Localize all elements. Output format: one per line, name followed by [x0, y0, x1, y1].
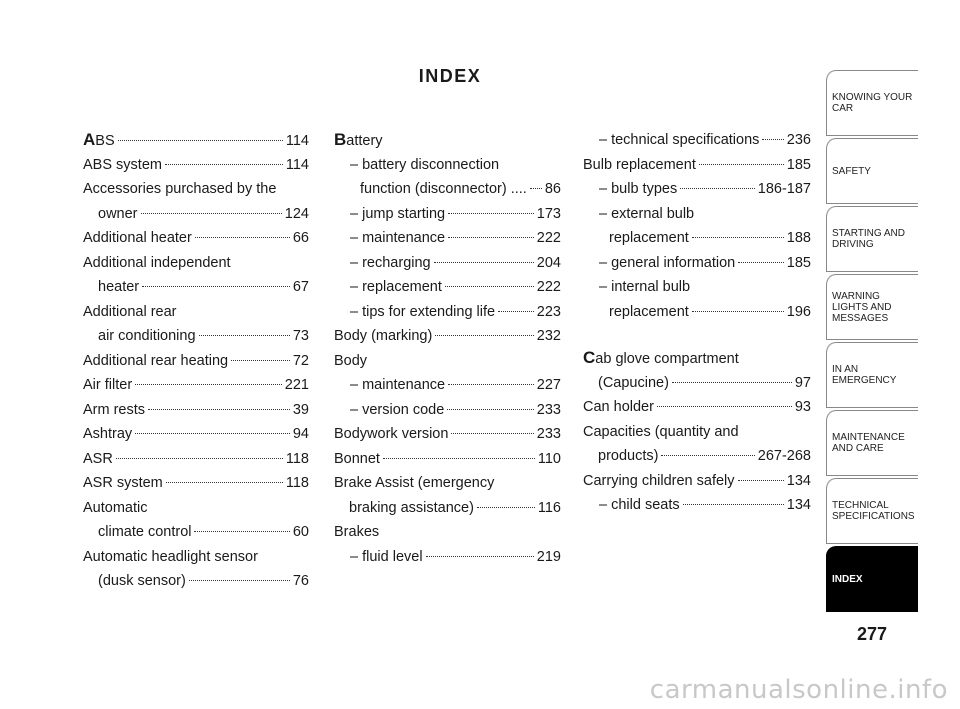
- dot-leader: [231, 360, 290, 361]
- index-entry: [83, 153, 309, 178]
- entry-page: 116: [537, 499, 561, 516]
- entry-text: heater: [98, 279, 140, 295]
- entry-text: – general information: [599, 254, 736, 271]
- entry-text: – internal bulb: [599, 279, 691, 295]
- tab-technical-specifications[interactable]: [826, 478, 918, 544]
- dot-leader: [451, 433, 533, 434]
- entry-page: 233: [536, 426, 561, 442]
- index-entry: [83, 545, 309, 570]
- page-number: 277: [856, 624, 888, 644]
- index-entry: [334, 251, 561, 276]
- entry-text: – jump starting: [350, 205, 446, 222]
- dot-leader: [738, 262, 784, 263]
- dot-leader: [118, 140, 283, 141]
- entry-page: 134: [786, 497, 811, 513]
- entry-text: Carrying children safely: [583, 472, 735, 489]
- section-tabs: [826, 70, 918, 614]
- dot-leader: [683, 504, 784, 505]
- entry-text: replacement: [609, 230, 689, 246]
- dot-leader: [530, 188, 542, 189]
- index-entry: [583, 420, 811, 445]
- dot-leader: [448, 237, 534, 238]
- index-entry: [583, 371, 811, 396]
- entry-text: – recharging: [350, 254, 431, 271]
- index-entry: [583, 395, 811, 420]
- entry-text: owner: [98, 205, 138, 222]
- index-entry: [583, 128, 811, 153]
- tab-label: KNOWING YOUR CAR: [832, 92, 913, 114]
- entry-text: Arm rests: [83, 401, 146, 418]
- entry-page: 204: [536, 254, 561, 271]
- entry-page: 221: [284, 377, 309, 393]
- index-entry: [583, 275, 811, 300]
- dot-leader: [142, 286, 290, 287]
- entry-text: air conditioning: [98, 328, 196, 344]
- index-entry: [83, 422, 309, 447]
- entry-page: 114: [285, 156, 309, 173]
- entry-text: braking assistance): [349, 499, 474, 516]
- dot-leader: [448, 384, 534, 385]
- entry-page: 236: [786, 132, 811, 148]
- index-gap: [583, 324, 811, 346]
- entry-text: function (disconnector) ....: [360, 181, 527, 197]
- index-entry: [334, 545, 561, 570]
- entry-page: 73: [292, 328, 309, 344]
- entry-text: – fluid level: [350, 548, 423, 565]
- entry-text: Brakes: [334, 524, 380, 540]
- entry-text: – replacement: [350, 279, 442, 295]
- dot-leader: [692, 311, 784, 312]
- entry-page: 222: [536, 230, 561, 246]
- entry-text: Can holder: [583, 399, 654, 415]
- entry-page: 39: [292, 401, 309, 418]
- entry-page: 72: [292, 352, 309, 369]
- dot-leader: [165, 164, 283, 165]
- entry-page: 185: [786, 254, 811, 271]
- entry-text: Additional independent: [83, 254, 231, 271]
- index-entry: [83, 300, 309, 325]
- tab-in-an-emergency[interactable]: [826, 342, 918, 408]
- dot-leader: [199, 335, 290, 336]
- entry-text: (Capucine): [598, 374, 669, 391]
- dot-leader: [699, 164, 784, 165]
- entry-text: Capacities (quantity and: [583, 423, 739, 440]
- entry-page: 233: [536, 401, 561, 418]
- tab-label: STARTING AND DRIVING: [832, 228, 905, 250]
- entry-page: 196: [786, 303, 811, 320]
- entry-page: 186-187: [757, 181, 811, 197]
- dot-leader: [738, 480, 784, 481]
- entry-page: 232: [536, 328, 561, 344]
- index-entry: [83, 471, 309, 496]
- entry-text: (dusk sensor): [98, 573, 186, 589]
- index-entry: [583, 153, 811, 178]
- index-entry: [334, 202, 561, 227]
- index-entry: [83, 202, 309, 227]
- entry-text: Additional rear heating: [83, 352, 229, 369]
- index-column-3: [583, 128, 811, 518]
- dot-leader: [498, 311, 534, 312]
- entry-text: Brake Assist (emergency: [334, 475, 495, 491]
- index-column-1: [83, 128, 309, 594]
- watermark: carmanualsonline.info: [649, 675, 948, 705]
- entry-page: 110: [537, 450, 561, 467]
- index-entry: [334, 373, 561, 398]
- index-entry: [583, 444, 811, 469]
- tab-label: MAINTENANCE AND CARE: [832, 432, 905, 454]
- index-entry: [83, 128, 309, 153]
- index-entry: [83, 324, 309, 349]
- entry-text: Body (marking): [334, 328, 433, 344]
- entry-text: products): [598, 448, 659, 464]
- entry-page: 267-268: [757, 448, 811, 464]
- dot-leader: [680, 188, 755, 189]
- entry-text: – bulb types: [599, 181, 678, 197]
- entry-text: Ashtray: [83, 426, 133, 442]
- entry-text: Air filter: [83, 377, 133, 393]
- entry-text: – external bulb: [599, 205, 695, 222]
- entry-page: 60: [292, 524, 309, 540]
- index-entry: [334, 471, 561, 496]
- entry-text: Bodywork version: [334, 426, 449, 442]
- tab-label: INDEX: [832, 573, 863, 585]
- entry-text: – version code: [350, 401, 445, 418]
- index-entry: [583, 346, 811, 371]
- dot-leader: [447, 409, 533, 410]
- index-entry: [83, 569, 309, 594]
- dot-leader: [194, 531, 289, 532]
- index-entry: [334, 324, 561, 349]
- index-entry: [83, 226, 309, 251]
- entry-text: – tips for extending life: [350, 303, 496, 320]
- entry-page: 97: [794, 374, 811, 391]
- entry-text: ASR: [83, 450, 113, 467]
- index-entry: [83, 275, 309, 300]
- index-entry: [583, 493, 811, 518]
- dot-leader: [435, 335, 533, 336]
- index-entry: [83, 496, 309, 521]
- entry-text: Bulb replacement: [583, 156, 696, 173]
- entry-page: 173: [536, 205, 561, 222]
- index-entry: [334, 153, 561, 178]
- tab-starting-and-driving[interactable]: [826, 206, 918, 272]
- entry-text: ASR system: [83, 475, 163, 491]
- index-column-2: [334, 128, 561, 569]
- dot-leader: [166, 482, 283, 483]
- dot-leader: [141, 213, 282, 214]
- entry-text: replacement: [609, 303, 689, 320]
- index-entry: [83, 251, 309, 276]
- tab-label: SAFETY: [832, 165, 871, 177]
- index-entry: [334, 496, 561, 521]
- entry-text: climate control: [98, 524, 192, 540]
- entry-text: Battery: [334, 130, 383, 149]
- index-entry: [334, 128, 561, 153]
- entry-page: 118: [285, 450, 309, 467]
- entry-page: 67: [292, 279, 309, 295]
- index-entry: [334, 349, 561, 374]
- index-entry: [583, 177, 811, 202]
- entry-page: 227: [536, 377, 561, 393]
- entry-text: Automatic: [83, 499, 148, 516]
- tab-warning-lights-and-messages[interactable]: [826, 274, 918, 340]
- dot-leader: [195, 237, 290, 238]
- tab-label: TECHNICAL SPECIFICATIONS: [832, 500, 915, 522]
- index-entry: [83, 177, 309, 202]
- dot-leader: [148, 409, 290, 410]
- entry-page: 66: [292, 230, 309, 246]
- entry-text: Additional rear: [83, 303, 177, 320]
- entry-page: 93: [794, 399, 811, 415]
- index-entry: [83, 447, 309, 472]
- index-entry: [583, 251, 811, 276]
- entry-page: 86: [544, 181, 561, 197]
- entry-text: Accessories purchased by the: [83, 181, 277, 197]
- tab-maintenance-and-care[interactable]: [826, 410, 918, 476]
- entry-text: – maintenance: [350, 230, 446, 246]
- dot-leader: [135, 384, 282, 385]
- index-entry: [334, 422, 561, 447]
- index-entry: [83, 520, 309, 545]
- entry-page: 223: [536, 303, 561, 320]
- dot-leader: [383, 458, 535, 459]
- entry-text: Additional heater: [83, 230, 192, 246]
- entry-text: ABS: [83, 130, 115, 149]
- dot-leader: [189, 580, 290, 581]
- dot-leader: [477, 507, 535, 508]
- dot-leader: [657, 406, 792, 407]
- entry-text: Automatic headlight sensor: [83, 548, 258, 565]
- entry-text: – maintenance: [350, 377, 446, 393]
- entry-page: 94: [292, 426, 309, 442]
- entry-page: 114: [285, 133, 309, 149]
- dot-leader: [434, 262, 534, 263]
- index-entry: [334, 300, 561, 325]
- dot-leader: [445, 286, 534, 287]
- entry-text: Bonnet: [334, 450, 380, 467]
- dot-leader: [116, 458, 283, 459]
- entry-page: 222: [536, 279, 561, 295]
- entry-page: 76: [292, 573, 309, 589]
- tab-knowing-your-car[interactable]: [826, 70, 918, 136]
- dot-leader: [426, 556, 534, 557]
- entry-page: 185: [786, 156, 811, 173]
- entry-page: 188: [786, 230, 811, 246]
- entry-text: Cab glove compartment: [583, 348, 739, 367]
- dot-leader: [661, 455, 754, 456]
- entry-page: 134: [786, 472, 811, 489]
- tab-index[interactable]: [826, 546, 918, 612]
- index-entry: [334, 398, 561, 423]
- page-title: INDEX: [418, 66, 482, 86]
- index-entry: [334, 275, 561, 300]
- index-entry: [334, 226, 561, 251]
- entry-text: – battery disconnection: [350, 156, 500, 173]
- tab-label: WARNING LIGHTS AND MESSAGES: [832, 290, 892, 324]
- tab-safety[interactable]: [826, 138, 918, 204]
- tab-label: IN AN EMERGENCY: [832, 364, 897, 386]
- dot-leader: [135, 433, 290, 434]
- entry-text: – child seats: [599, 497, 680, 513]
- entry-page: 124: [284, 205, 309, 222]
- index-entry: [334, 177, 561, 202]
- entry-page: 219: [536, 548, 561, 565]
- index-entry: [334, 520, 561, 545]
- index-entry: [583, 300, 811, 325]
- dot-leader: [672, 382, 792, 383]
- index-entry: [83, 349, 309, 374]
- index-entry: [83, 373, 309, 398]
- index-entry: [583, 469, 811, 494]
- entry-text: Body: [334, 352, 368, 369]
- index-entry: [334, 447, 561, 472]
- index-entry: [583, 202, 811, 227]
- entry-text: ABS system: [83, 156, 162, 173]
- dot-leader: [448, 213, 534, 214]
- entry-page: 118: [285, 475, 309, 491]
- dot-leader: [692, 237, 784, 238]
- index-entry: [583, 226, 811, 251]
- index-entry: [83, 398, 309, 423]
- dot-leader: [762, 139, 783, 140]
- entry-text: – technical specifications: [599, 132, 760, 148]
